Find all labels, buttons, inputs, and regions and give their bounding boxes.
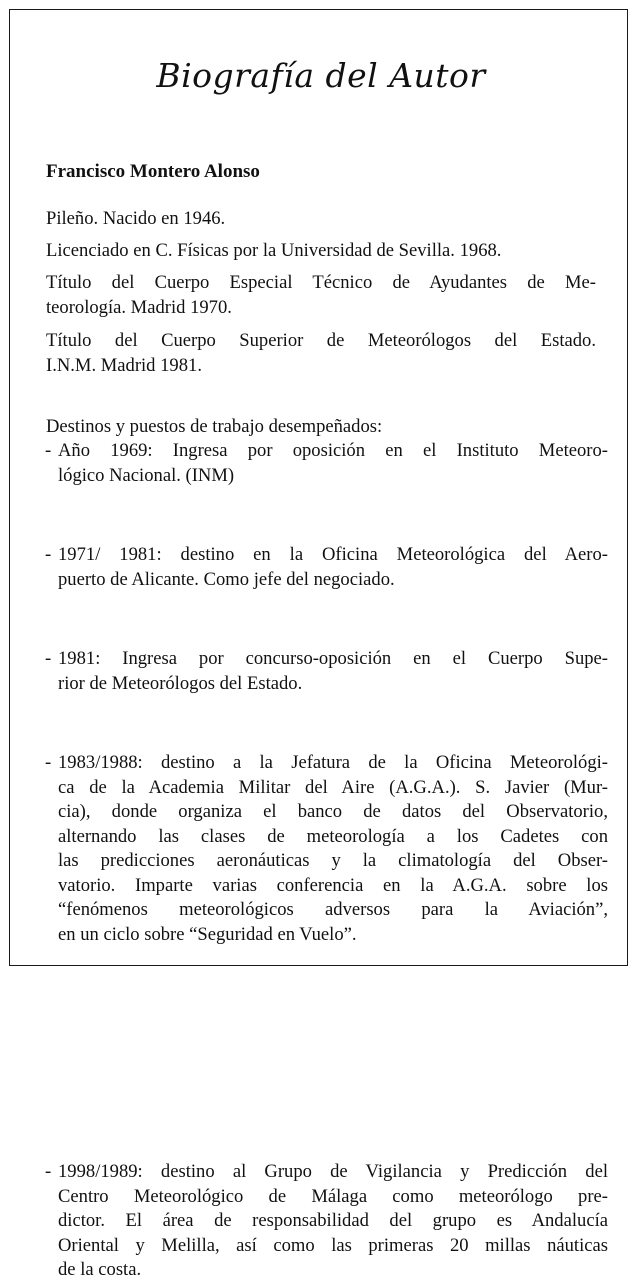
bio-line: Título del Cuerpo Superior de Meteorólogos del Estado. <box>46 330 596 351</box>
list-item-line: vatorio. Imparte varias conferencia en la A.G.A. sobre los <box>58 874 608 896</box>
list-item-line: lógico Nacional. (INM) <box>58 464 235 486</box>
list-item <box>46 543 608 592</box>
bullet-dash: - <box>45 752 52 773</box>
list-item <box>46 1160 608 1283</box>
list-item-line: dictor. El área de responsabilidad del grupo es Andalucía <box>58 1210 608 1231</box>
bio-line: I.N.M. Madrid 1981. <box>46 354 202 376</box>
page-title: Biografía del Autor <box>156 56 486 95</box>
document-body <box>45 0 608 1280</box>
bio-line: Pileño. Nacido en 1946. <box>46 208 226 229</box>
list-item-line: en un ciclo sobre “Seguridad en Vuelo”. <box>58 923 357 945</box>
list-item-line: “fenómenos meteorológicos adversos para la Aviación”, <box>58 899 608 920</box>
bio-paragraph <box>46 239 596 264</box>
list-item-line: cia), donde organiza el banco de datos del Observatorio, <box>58 801 608 822</box>
list-item <box>46 751 608 947</box>
list-item-line: ca de la Academia Militar del Aire (A.G.A.). S. Javier (Mur- <box>58 776 608 798</box>
list-item-line: 1981: Ingresa por concurso-oposición en el Cuerpo Supe- <box>58 648 608 669</box>
list-item-line: Año 1969: Ingresa por oposición en el Instituto Meteoro- <box>58 440 608 461</box>
list-item <box>46 439 608 488</box>
bio-paragraph <box>46 271 596 320</box>
bio-paragraph <box>46 207 596 232</box>
list-item-line: de la costa. <box>58 1259 142 1280</box>
list-item <box>46 647 608 696</box>
destinos-heading: Destinos y puestos de trabajo desempeñados: <box>46 416 383 437</box>
list-item-line: alternando las clases de meteorología a los Cadetes con <box>58 825 608 847</box>
bio-line: teorología. Madrid 1970. <box>46 296 232 318</box>
list-item-line: rior de Meteorólogos del Estado. <box>58 672 303 694</box>
author-name: Francisco Montero Alonso <box>46 161 260 182</box>
list-item-line: 1998/1989: destino al Grupo de Vigilancia y Predicción del <box>58 1161 608 1182</box>
bullet-dash: - <box>45 648 52 669</box>
bio-paragraph <box>46 329 596 378</box>
bullet-dash: - <box>45 440 52 461</box>
bullet-dash: - <box>45 1161 52 1182</box>
list-item-line: puerto de Alicante. Como jefe del negociado. <box>58 568 395 590</box>
list-item-line: 1971/ 1981: destino en la Oficina Meteorológica del Aero- <box>58 544 608 565</box>
bio-line: Licenciado en C. Físicas por la Universidad de Sevilla. 1968. <box>46 240 502 261</box>
list-item-line: Centro Meteorológico de Málaga como meteorólogo pre- <box>58 1185 608 1207</box>
bio-line: Título del Cuerpo Especial Técnico de Ayudantes de Me- <box>46 272 596 293</box>
bullet-dash: - <box>45 544 52 565</box>
list-item-line: las predicciones aeronáuticas y la climatología del Obser- <box>58 850 608 871</box>
list-item-line: 1983/1988: destino a la Jefatura de la Oficina Meteorológi- <box>58 752 608 773</box>
list-item-line: Oriental y Melilla, así como las primeras 20 millas náuticas <box>58 1234 608 1256</box>
